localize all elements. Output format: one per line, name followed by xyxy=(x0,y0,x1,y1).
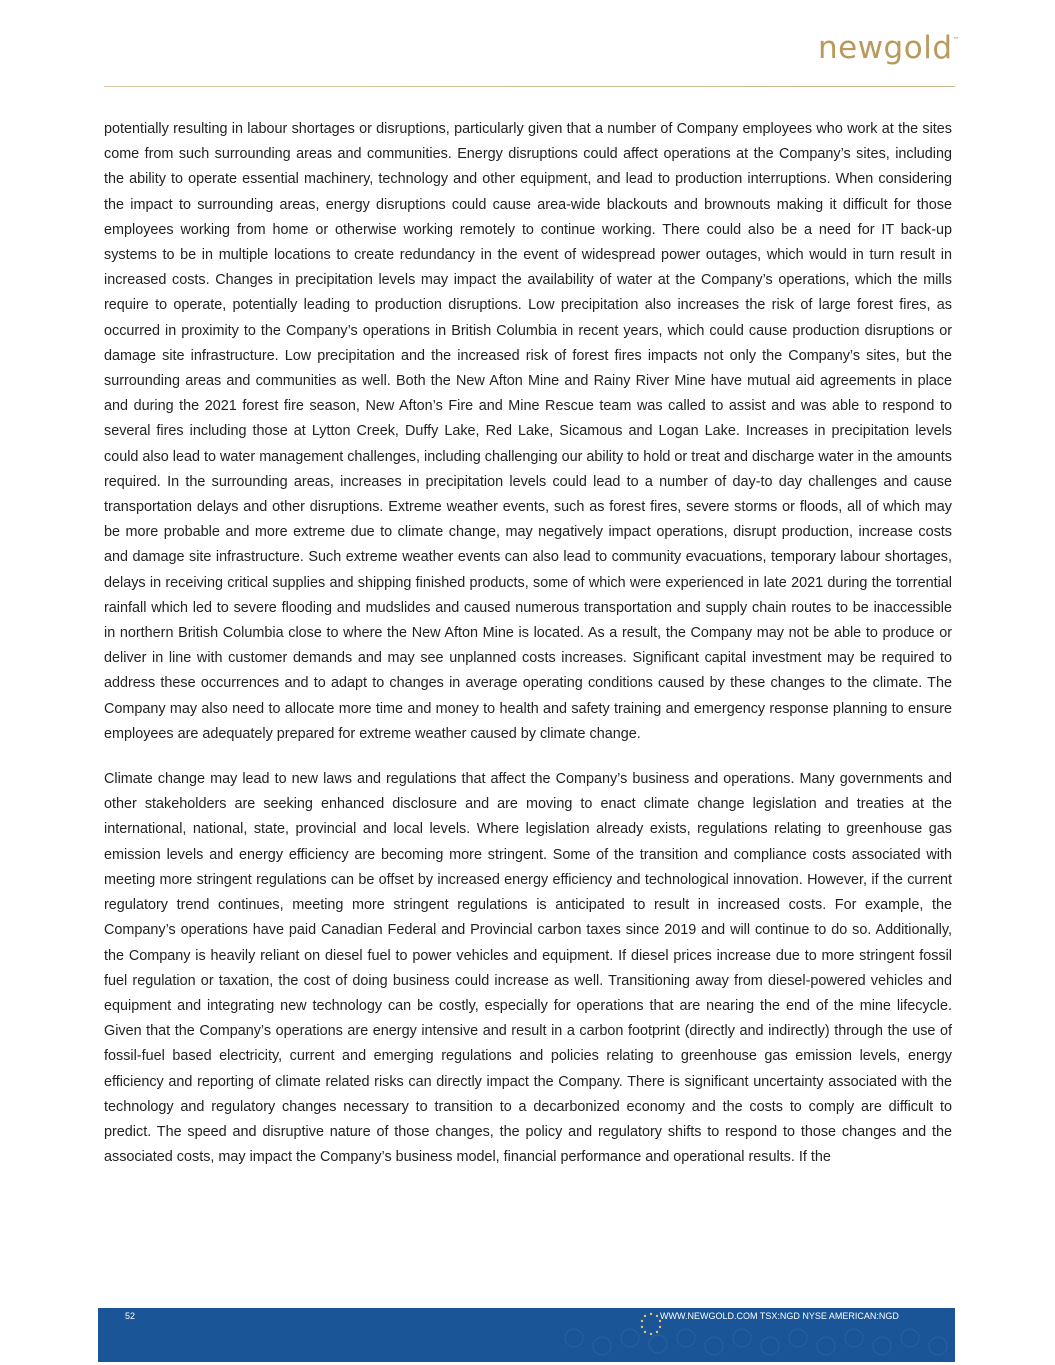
footer-website-tickers: WWW.NEWGOLD.COM TSX:NGD NYSE AMERICAN:NGD xyxy=(660,1311,899,1321)
body-paragraph-1: potentially resulting in labour shortages or disruptions, particularly given that a number of Company employees who work at the sites come from such surrounding areas and communities. Energy disruptions could affect operations at the Company’s sites, including the ability to operate essential machinery, technology and other equipment, and lead to production interruptions. When considering the impact to surrounding areas, energy disruptions could cause area-wide blackouts and brownouts making it difficult for those employees working from home or otherwise working remotely to continue working. There could also be a need for IT back-up systems to be in multiple locations to create redundancy in the event of widespread power outages, which would in turn result in increased costs. Changes in precipitation levels may impact the availability of water at the Company’s operations, which the mills require to operate, potentially leading to production disruptions. Low precipitation also increases the risk of large forest fires, as occurred in proximity to the Company’s operations in British Columbia in recent years, which could cause production disruptions or damage site infrastructure. Low precipitation and the increased risk of forest fires impacts not only the Company’s sites, but the surrounding areas and communities as well. Both the New Afton Mine and Rainy River Mine have mutual aid agreements in place and during the 2021 forest fire season, New Afton’s Fire and Mine Rescue team was called to assist and was able to respond to several fires including those at Lytton Creek, Duffy Lake, Red Lake, Sicamous and Logan Lake. Increases in precipitation levels could also lead to water management challenges, including challenging our ability to hold or treat and discharge water in the amounts required. In the surrounding areas, increases in precipitation levels could lead to a number of day-to day challenges and cause transportation delays and other disruptions. Extreme weather events, such as forest fires, severe storms or floods, all of which may be more probable and more extreme due to climate change, may negatively impact operations, disrupt production, increase costs and damage site infrastructure. Such extreme weather events can also lead to community evacuations, temporary labour shortages, delays in receiving critical supplies and shipping finished products, some of which were experienced in late 2021 during the torrential rainfall which led to severe flooding and mudslides and caused numerous transportation and supply chain routes to be inaccessible in northern British Columbia close to where the New Afton Mine is located. As a result, the Company may not be able to produce or deliver in line with customer demands and may see unplanned costs increases. Significant capital investment may be required to address these occurrences and to adapt to changes in average operating conditions caused by these changes to the climate. The Company may also need to allocate more time and money to health and safety training and emergency response planning to ensure employees are adequately prepared for extreme weather caused by climate change. xyxy=(104,121,952,742)
page-number: 52 xyxy=(125,1311,136,1321)
body-paragraph-2: Climate change may lead to new laws and regulations that affect the Company’s business and operations. Many governments and other stakeholders are seeking enhanced disclosure and are moving to enact climate change legislation and treaties at the international, national, state, provincial and local levels. Where legislation already exists, regulations relating to greenhouse gas emission levels and energy efficiency are becoming more stringent. Some of the transition and compliance costs associated with meeting more stringent regulations can be offset by increased energy efficiency and technological innovation. However, if the current regulatory trend continues, meeting more stringent regulations is anticipated to result in increased costs. For example, the Company’s operations have paid Canadian Federal and Provincial carbon taxes since 2019 and will continue to do so. Additionally, the Company is heavily reliant on diesel fuel to power vehicles and equipment. If diesel prices increase due to more stringent fossil fuel regulation or taxation, the cost of doing business could increase as well. Transitioning away from diesel-powered vehicles and equipment and integrating new technology can be costly, especially for operations that are nearing the end of the mine lifecycle. Given that the Company’s operations are energy intensive and result in a carbon footprint (directly and indirectly) through the use of fossil-fuel based electricity, current and emerging regulations and policies relating to greenhouse gas emission levels, energy efficiency and reporting of climate related risks can directly impact the Company. There is significant uncertainty associated with the technology and regulatory changes necessary to transition to a decarbonized economy and the costs to comply are difficult to predict. The speed and disruptive nature of those changes, the policy and regulatory shifts to respond to those changes and the associated costs, may impact the Company’s business model, financial performance and operational results. If the xyxy=(104,771,952,1166)
header-divider xyxy=(104,86,955,87)
page-footer xyxy=(98,1308,955,1362)
logo-text: newgold xyxy=(817,30,953,66)
logo-trademark: ™ xyxy=(952,36,960,44)
company-logo xyxy=(818,30,960,66)
document-body xyxy=(104,117,952,1170)
